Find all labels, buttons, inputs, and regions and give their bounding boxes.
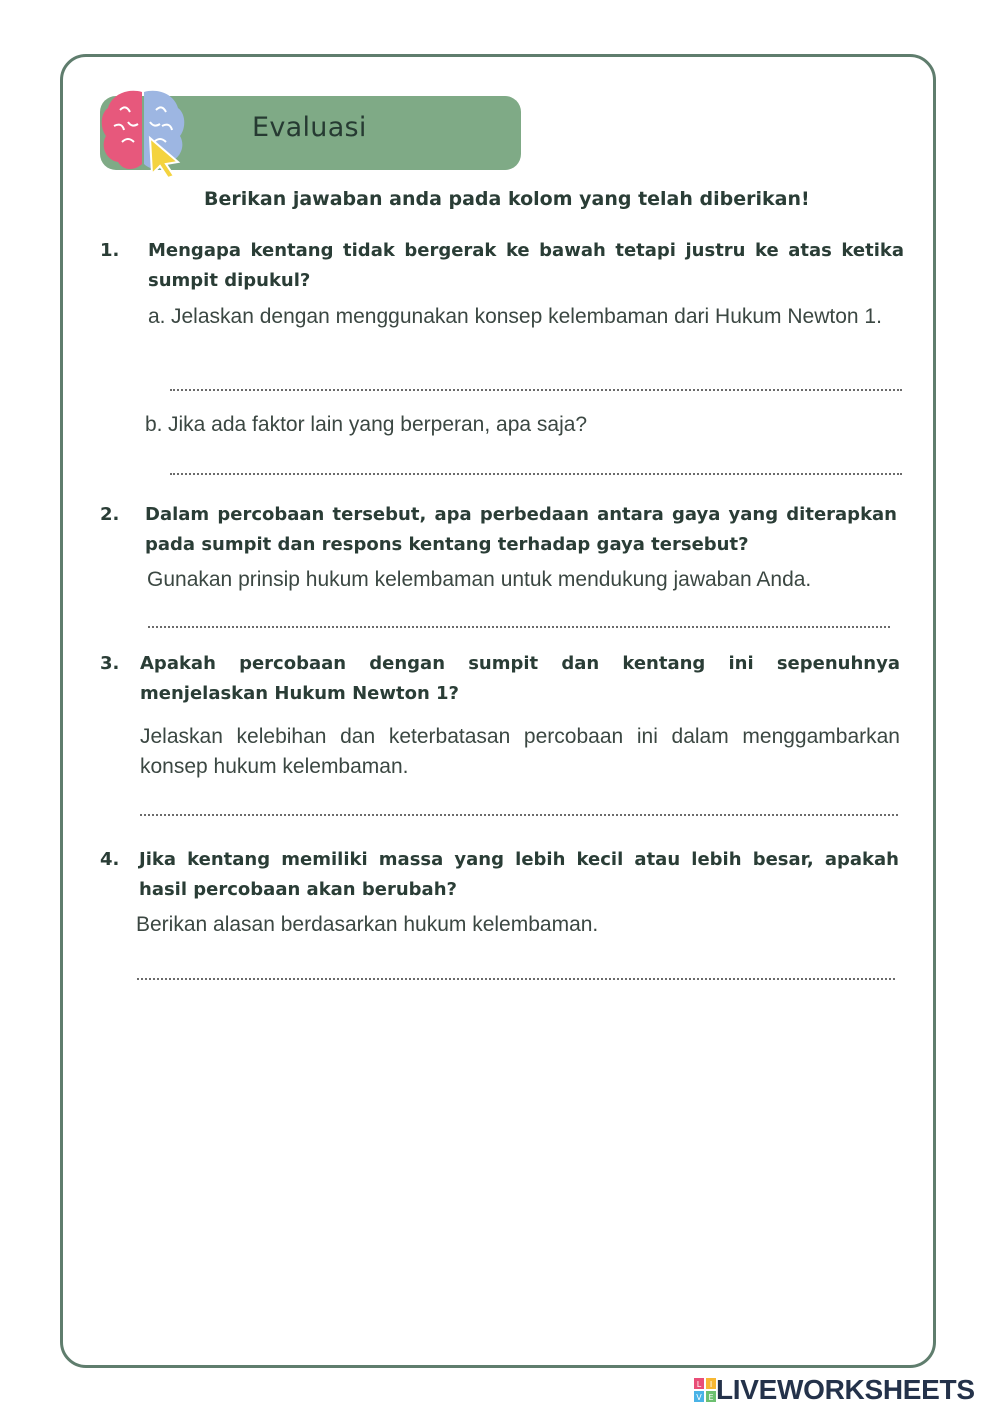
answer-line-2[interactable] xyxy=(148,626,890,628)
question-4-text: Jika kentang memiliki massa yang lebih kecil atau lebih besar, apakah hasil percobaan akan berubah? xyxy=(139,849,899,900)
question-4-number: 4. xyxy=(100,849,120,870)
question-4-sub: Berikan alasan berdasarkan hukum kelembaman. xyxy=(136,913,599,936)
logo-letter-v: V xyxy=(696,1393,702,1402)
answer-line-4[interactable] xyxy=(137,978,895,980)
answer-line-1b[interactable] xyxy=(170,473,902,475)
logo-letter-i: I xyxy=(709,1380,713,1389)
question-3-text: Apakah percobaan dengan sumpit dan kentang ini sepenuhnya menjelaskan Hukum Newton 1? xyxy=(140,653,900,704)
question-3-number: 3. xyxy=(100,653,120,674)
question-1a-label: a. xyxy=(148,305,166,328)
question-2-text: Dalam percobaan tersebut, apa perbedaan antara gaya yang diterapkan pada sumpit dan respons kentang terhadap gaya tersebut? xyxy=(145,504,897,555)
logo-letter-e: E xyxy=(708,1393,714,1402)
logo-letter-l: L xyxy=(696,1380,702,1389)
question-1b-text: Jika ada faktor lain yang berperan, apa saja? xyxy=(168,413,588,436)
question-1b-label: b. xyxy=(145,413,163,436)
liveworksheets-icon xyxy=(694,1378,716,1402)
page-title: Evaluasi xyxy=(252,112,367,143)
question-1-number: 1. xyxy=(100,240,120,261)
answer-line-3[interactable] xyxy=(140,814,898,816)
question-2-number: 2. xyxy=(100,504,120,525)
question-2-sub: Gunakan prinsip hukum kelembaman untuk mendukung jawaban Anda. xyxy=(147,568,812,591)
question-3-sub: Jelaskan kelebihan dan keterbatasan percobaan ini dalam menggambarkan konsep hukum kelembaman. xyxy=(140,725,900,778)
answer-line-1a[interactable] xyxy=(170,389,902,391)
instruction-text: Berikan jawaban anda pada kolom yang telah diberikan! xyxy=(204,188,810,210)
liveworksheets-wordmark: LIVEWORKSHEETS xyxy=(716,1374,975,1405)
liveworksheets-logo xyxy=(694,1374,975,1406)
question-1-text: Mengapa kentang tidak bergerak ke bawah tetapi justru ke atas ketika sumpit dipukul? xyxy=(148,240,904,291)
brain-icon xyxy=(98,86,188,178)
question-1a-text: Jelaskan dengan menggunakan konsep kelembaman dari Hukum Newton 1. xyxy=(171,305,882,328)
